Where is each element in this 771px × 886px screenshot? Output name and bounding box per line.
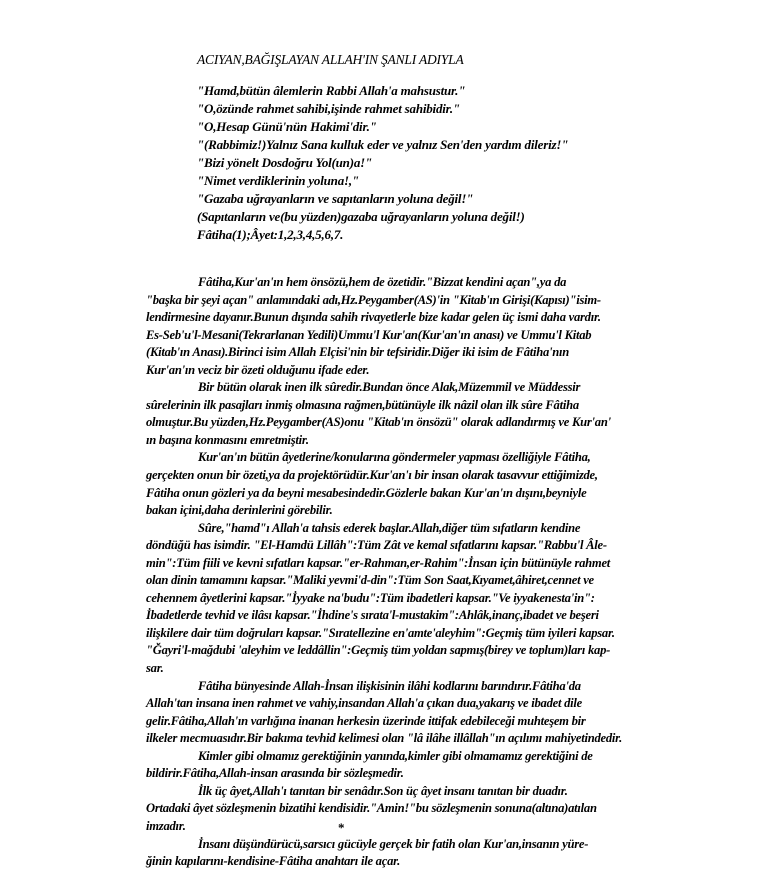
body-line: ın başına konmasını emretmiştir. [146, 432, 309, 447]
verse-line: Fâtiha(1);Âyet:1,2,3,4,5,6,7. [197, 227, 344, 242]
verse-line: "Nimet verdiklerinin yoluna!," [197, 173, 359, 188]
body-line: Kur'an'ın bütün âyetlerine/konularına göndermeler yapması özelliğiyle Fâtiha, [198, 450, 591, 465]
body-line: olan dinin tamamını kapsar."Maliki yevmi'd-din":Tüm Son Saat,Kıyamet,âhiret,cennet ve [146, 573, 594, 588]
body-line: gelir.Fâtiha,Allah'ın varlığına inanan herkesin üzerinde ittifak edebileceği muhteşem bir [146, 713, 586, 728]
verse-line: "Gazaba uğrayanların ve sapıtanların yoluna değil!" [197, 191, 474, 206]
body-line: sar. [146, 661, 164, 676]
body-line: Bir bütün olarak inen ilk sûredir.Bundan önce Alak,Müzemmil ve Müddessir [198, 380, 581, 395]
body-line: Fâtiha onun gözleri ya da beyni mesabesindedir.Gözlerle bakan Kur'an'ın dışını,beyniyle [146, 485, 587, 500]
verse-line: "Hamd,bütün âlemlerin Rabbi Allah'a mahsustur." [197, 83, 466, 98]
verse-line: "(Rabbimiz!)Yalnız Sana kulluk eder ve yalnız Sen'den yardım dileriz!" [197, 137, 569, 152]
body-line: ğinin kapılarını-kendisine-Fâtiha anahtarı ile açar. [146, 854, 400, 869]
page-title: ACIYAN,BAĞIŞLAYAN ALLAH'IN ŞANLI ADIYLA [197, 52, 464, 67]
body-line: olmuştur.Bu yüzden,Hz.Peygamber(AS)onu "Kitab'ın önsözü" olarak adlandırmış ve Kur'an' [146, 415, 611, 430]
body-line: ilişkilere dair tüm doğruları kapsar."Sıratellezine en'amte'aleyhim":Geçmiş tüm iyileri kapsar. [146, 625, 615, 640]
body-line: gerçekten onun bir özeti,ya da projektörüdür.Kur'an'ı bir insan olarak tasavvur ettiğimizde, [146, 468, 598, 483]
body-line: imzadır. [146, 818, 186, 833]
body-line: lendirmesine dayanır.Bunun dışında sahih rivayetlerle bize kadar gelen üç ismi daha vardır. [146, 310, 601, 325]
body-line: (Kitab'ın Anası).Birinci isim Allah Elçisi'nin bir tefsiridir.Diğer iki isim de Fâtiha'nın [146, 345, 570, 360]
body-line: Kimler gibi olmamız gerektiğinin yanında,kimler gibi olmamamız gerektiğini de [198, 748, 593, 763]
body-line: bakan içini,daha derinlerini görebilir. [146, 503, 333, 518]
body-line: Fâtiha,Kur'an'ın hem önsözü,hem de özetidir."Bizzat kendini açan",ya da [198, 275, 567, 289]
separator-star: * [338, 820, 345, 835]
verse-line: "Bizi yönelt Dosdoğru Yol(un)a!" [197, 155, 373, 170]
body-line: cehennem âyetlerini kapsar."İyyake na'budu":Tüm ibadetleri kapsar."Ve iyyakenesta'in": [146, 590, 595, 605]
body-line: Kur'an'ın veciz bir özeti olduğunu ifade eder. [146, 362, 370, 377]
body-line: min":Tüm fiili ve kevni sıfatları kapsar."er-Rahman,er-Rahim":İnsan için bütünüyle rahmet [146, 555, 611, 570]
body-line: Sûre,"hamd"ı Allah'a tahsis ederek başlar.Allah,diğer tüm sıfatların kendine [198, 520, 581, 535]
body-line: bildirir.Fâtiha,Allah-insan arasında bir sözleşmedir. [146, 766, 404, 781]
body-text [146, 274, 632, 871]
body-line: Fâtiha bünyesinde Allah-İnsan ilişkisinin ilâhi kodlarını barındırır.Fâtiha'da [198, 678, 581, 693]
body-line: Es-Seb'u'l-Mesani(Tekrarlanan Yedili)Ummu'l Kur'an(Kur'an'ın anası) ve Ummu'l Kitab [146, 327, 592, 342]
verse-line: (Sapıtanların ve(bu yüzden)gazaba uğrayanların yoluna değil!) [197, 209, 525, 224]
verse-line: "O,Hesap Günü'nün Hakimi'dir." [197, 119, 377, 134]
body-line: döndüğü has isimdir. "El-Hamdü Lillâh":Tüm Zât ve kemal sıfatlarını kapsar."Rabbu'l Âle- [146, 538, 607, 553]
body-line: İlk üç âyet,Allah'ı tanıtan bir senâdır.Son üç âyet insanı tanıtan bir duadır. [198, 783, 568, 798]
verse-line: "O,özünde rahmet sahibi,işinde rahmet sahibidir." [197, 101, 460, 116]
body-line: "başka bir şeyi açan" anlamındaki adı,Hz.Peygamber(AS)'in "Kitab'ın Girişi(Kapısı)"isim- [146, 292, 601, 307]
body-line: ilkeler mecmuasıdır.Bir bakıma tevhid kelimesi olan "lâ ilâhe illâllah"ın açılımı mahiyetindedir. [146, 731, 623, 746]
body-line: "Ğayri'l-mağdubi 'aleyhim ve leddâllin":Geçmiş tüm yoldan sapmış(birey ve toplum)ları kap- [146, 643, 611, 658]
body-line: İnsanı düşündürücü,sarsıcı gücüyle gerçek bir fatih olan Kur'an,insanın yüre- [198, 836, 589, 851]
body-line: sûrelerinin ilk pasajları inmiş olmasına rağmen,bütünüyle ilk nâzil olan ilk sûre Fâtiha [146, 397, 579, 412]
body-line: Ortadaki âyet sözleşmenin bizatihi kendisidir."Amin!"bu sözleşmenin sonuna(altına)atılan [146, 801, 597, 816]
body-line: Allah'tan insana inen rahmet ve vahiy,insandan Allah'a çıkan dua,yakarış ve ibadet dile [146, 696, 582, 711]
body-line: İbadetlerde tevhid ve ilâsı kapsar."İhdine's sırata'l-mustakim":Ahlâk,inanç,ibadet ve beşeri [146, 608, 599, 623]
verse-block [197, 82, 717, 244]
